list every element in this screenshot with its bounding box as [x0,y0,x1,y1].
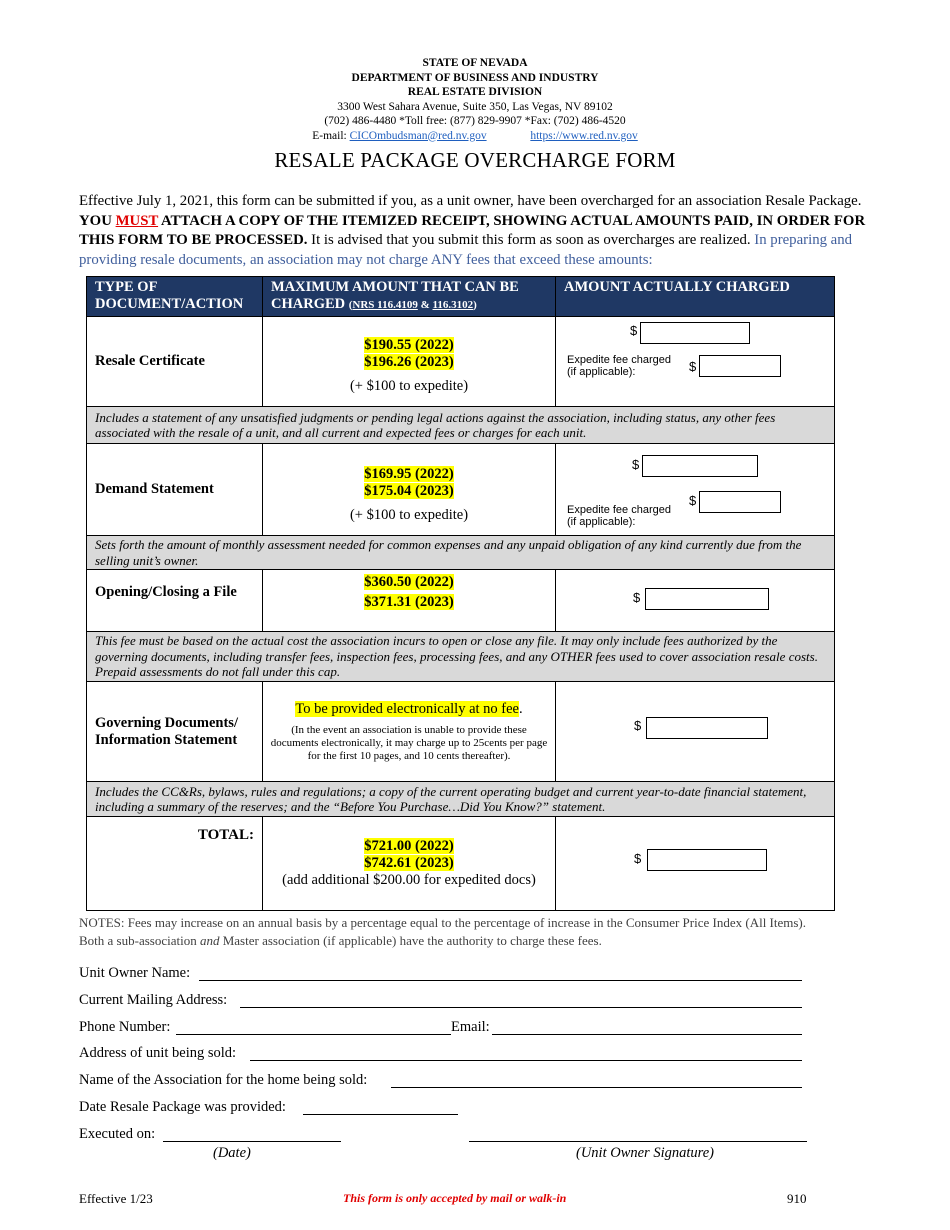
demand-statement-max-2022: $169.95 (2022) [364,465,454,482]
table-row: Governing Documents/ Information Statement To be provided electronically at no fee. (In the event an association is unable to provide these documents electronically, it may charge up to 25cents per page for the first 10 pages, and 10 cents thereafter). $ [87,682,835,782]
table-row [87,782,835,817]
header-department: DEPARTMENT OF BUSINESS AND INDUSTRY [351,71,599,84]
governing-documents-description: Includes the CC&Rs, bylaws, rules and regulations; a copy of the current operating budget and current year-to-date financial statement, including a summary of the reserves; and the “Before You Purchase…Did You Know?” statement. [87,782,835,817]
intro-blue-text: In preparing and providing resale documents, an association may not charge ANY fees that exceed these amounts: [79,232,853,268]
nrs-116-3102-link[interactable]: 116.3102 [432,299,474,311]
col-header-max: MAXIMUM AMOUNT THAT CAN BE CHARGED (NRS 116.4109 & 116.3102) [263,277,556,317]
agency-header [0,56,950,143]
executed-date-field[interactable] [163,1141,341,1142]
total-note: (add additional $200.00 for expedited docs) [282,872,536,888]
header-email-link[interactable]: CICOmbudsman@red.nv.gov [349,129,487,142]
mailing-address-field[interactable] [240,1007,802,1008]
date-caption: (Date) [213,1145,251,1161]
header-state: STATE OF NEVADA [422,57,528,69]
table-row [87,536,835,570]
table-row [87,317,835,407]
notes-line-1: NOTES: Fees may increase on an annual basis by a percentage equal to the percentage of increase in the Consumer Price Index (All Items). [79,915,807,930]
expedite-label: Expedite fee charged (if applicable): [567,504,671,528]
opening-closing-label: Opening/Closing a File [87,570,263,632]
header-website-link[interactable]: https://www.red.nv.gov [530,129,638,142]
signature-caption: (Unit Owner Signature) [576,1145,715,1161]
dollar-sign: $ [689,359,697,374]
header-phones: (702) 486-4480 *Toll free: (877) 829-9907 *Fax: (702) 486-4520 [324,115,626,127]
phone-label: Phone Number: [79,1019,171,1035]
opening-closing-amount-input[interactable] [645,588,769,610]
demand-statement-label: Demand Statement [87,444,263,536]
mailing-address-label: Current Mailing Address: [79,992,228,1008]
dollar-sign: $ [632,457,640,472]
dollar-sign: $ [689,493,697,508]
resale-certificate-expedite: (+ $100 to expedite) [349,377,469,394]
dollar-sign: $ [634,718,642,733]
total-max-2022: $721.00 (2022) [364,838,454,854]
dollar-sign: $ [633,590,641,605]
col-header-max-label: MAXIMUM AMOUNT THAT CAN BE CHARGED [271,279,519,312]
total-max-2023: $742.61 (2023) [364,855,454,871]
total-amount-input[interactable] [647,849,767,871]
expedite-label: Expedite fee charged (if applicable): [567,354,671,378]
opening-closing-max-2022: $360.50 (2022) [364,574,454,590]
unit-owner-name-field[interactable] [199,980,802,981]
resale-certificate-expedite-input[interactable] [699,355,781,377]
footer-notice: This form is only accepted by mail or walk-in [343,1191,567,1205]
resale-certificate-max-2023: $196.26 (2023) [364,353,454,370]
header-division: REAL ESTATE DIVISION [407,86,543,98]
total-label: TOTAL: [87,817,263,911]
col-header-actual: AMOUNT ACTUALLY CHARGED [556,277,835,317]
governing-documents-note: (In the event an association is unable to provide these documents electronically, it may charge up to 25cents per page for the first 10 pages, and 10 cents thereafter). [270,723,548,762]
table-row [87,444,835,536]
demand-statement-max-2023: $175.04 (2023) [364,482,454,499]
intro-text-1: Effective July 1, 2021, this form can be submitted if you, as a unit owner, have been overcharged for an association Resale Package. [79,193,862,209]
intro-paragraph [79,192,869,270]
governing-documents-label: Governing Documents/ Information Statement [87,682,263,782]
demand-statement-description: Sets forth the amount of monthly assessment needed for common expenses and any unpaid obligation of any kind currently due from the selling unit’s owner. [87,536,835,570]
nrs-116-4109-link[interactable]: NRS 116.4109 [352,299,418,311]
table-row [87,407,835,444]
table-row [87,632,835,682]
intro-bold-1: YOU [79,212,116,229]
footer-form-number: 910 [787,1191,807,1206]
resale-certificate-amount-input[interactable] [640,322,750,344]
intro-text-2: It is advised that you submit this form as soon as overcharges are realized. [307,232,755,248]
date-provided-field[interactable] [303,1114,458,1115]
date-provided-label: Date Resale Package was provided: [79,1099,286,1115]
resale-certificate-label: Resale Certificate [87,317,263,407]
header-contact [0,129,950,144]
col-header-type: TYPE OF DOCUMENT/ACTION [87,277,263,317]
executed-on-label: Executed on: [79,1126,156,1142]
header-address: 3300 West Sahara Avenue, Suite 350, Las Vegas, NV 89102 [337,100,613,113]
demand-statement-expedite-input[interactable] [699,491,781,513]
governing-documents-max: To be provided electronically at no fee [295,700,519,717]
resale-certificate-description: Includes a statement of any unsatisfied judgments or pending legal actions against the association, including status, any other fees associated with the resale of a unit, and all current and expected fees or charges for each unit. [87,407,835,444]
dollar-sign: $ [630,323,638,338]
opening-closing-max-2023: $371.31 (2023) [364,594,454,610]
intro-bold-2: ATTACH A COPY OF THE ITEMIZED RECEIPT, SHOWING ACTUAL AMOUNTS PAID, IN ORDER FOR THIS FORM TO BE PROCESSED. [79,212,866,248]
header-email-label: E-mail: [312,129,347,142]
table-header-row [87,277,835,317]
table-row [87,817,835,911]
governing-documents-amount-input[interactable] [646,717,768,739]
dollar-sign: $ [634,851,642,866]
notes-line-2: Both a sub-association and Master association (if applicable) have the authority to charge these fees. [79,933,602,948]
resale-certificate-max-2022: $190.55 (2022) [364,336,454,353]
association-name-field[interactable] [391,1087,802,1088]
table-row [87,570,835,632]
association-name-label: Name of the Association for the home being sold: [79,1072,368,1088]
notes [79,914,879,950]
opening-closing-description: This fee must be based on the actual cost the association incurs to open or close any file. It may only include fees authorized by the governing documents, including transfer fees, inspection fees, processing fees, and any OTHER fees used to cover association resale costs. Prepaid assessments do not fall under this cap. [87,632,835,682]
unit-address-label: Address of unit being sold: [79,1045,237,1061]
fee-table [86,276,835,911]
unit-owner-name-label: Unit Owner Name: [79,965,191,981]
demand-statement-amount-input[interactable] [642,455,758,477]
unit-address-field[interactable] [250,1060,802,1061]
email-field[interactable] [492,1034,802,1035]
intro-must: MUST [115,212,159,229]
footer-effective: Effective 1/23 [79,1191,153,1206]
email-label: Email: [451,1019,490,1035]
signature-field[interactable] [469,1141,807,1142]
phone-field[interactable] [176,1034,451,1035]
form-title: RESALE PACKAGE OVERCHARGE FORM [274,148,676,172]
demand-statement-expedite: (+ $100 to expedite) [349,506,469,523]
